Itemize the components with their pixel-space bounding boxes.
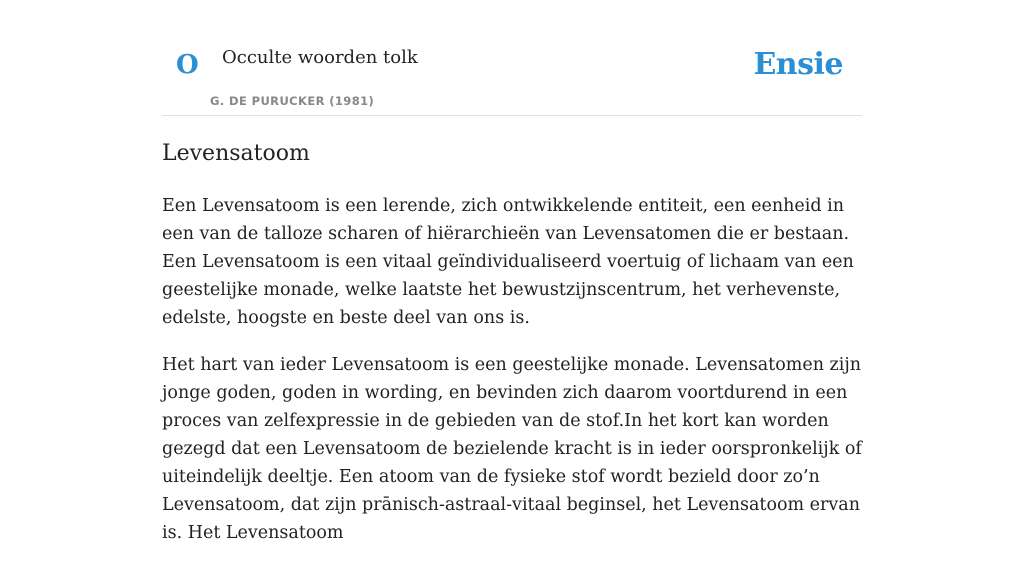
dictionary-author: G. DE PURUCKER (1981) [210, 94, 375, 108]
entry-term-heading: Levensatoom [162, 141, 310, 166]
definition-paragraph: Een Levensatoom is een lerende, zich ontwikkelende entiteit, een eenheid in een van de talloze scharen of hiërarchieën van Levensatomen die er bestaan. Een Levensatoom is een vitaal geïndividualiseerd voertuig of lichaam van een geestelijke monade, welke laatste het bewustzijnscentrum, het verhevenste, edelste, hoogste en beste deel van ons is. [162, 196, 854, 328]
entry-definition [162, 192, 862, 566]
dictionary-title[interactable]: Occulte woorden tolk [222, 47, 418, 68]
dictionary-header [162, 0, 862, 116]
dictionary-letter-logo[interactable]: O [176, 50, 199, 80]
ensie-logo-link[interactable]: Ensie [753, 47, 843, 82]
definition-paragraph: Het hart van ieder Levensatoom is een geestelijke monade. Levensatomen zijn jonge goden, goden in wording, en bevinden zich daarom voortdurend in een proces van zelfexpressie in de gebieden van de stof.In het kort kan worden gezegd dat een Levensatoom de bezielende kracht is in ieder oorspronkelijk of uiteindelijk deeltje. Een atoom van de fysieke stof wordt bezield door zo’n Levensatoom, dat zijn prānisch-astraal-vitaal beginsel, het Levensatoom ervan is. Het Levensatoom [162, 355, 862, 543]
page [162, 0, 862, 543]
